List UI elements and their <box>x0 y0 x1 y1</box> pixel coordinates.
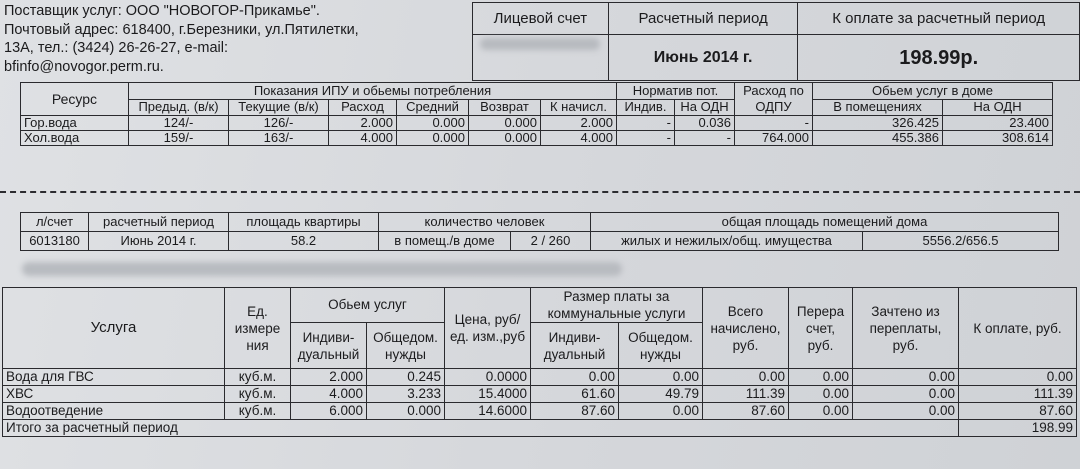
people-value: 2 / 260 <box>511 232 591 251</box>
cell: 0.00 <box>853 403 959 420</box>
recalc-header: Перера счет, руб. <box>789 288 853 369</box>
cell: 163/- <box>229 131 329 146</box>
unit-header: Ед. измере ния <box>225 288 291 369</box>
cell: куб.м. <box>225 403 291 420</box>
cell: 764.000 <box>735 131 813 146</box>
total-charged-header: Всего начислено, руб. <box>703 288 789 369</box>
cell: 0.000 <box>367 403 445 420</box>
acct-col-area: площадь квартиры <box>229 213 379 232</box>
cell: 0.00 <box>703 369 789 386</box>
cell: 0.00 <box>853 386 959 403</box>
cell: 124/- <box>129 116 229 131</box>
house-group-header: Обьем услуг в доме <box>813 83 1053 100</box>
service-name: ХВС <box>3 386 225 403</box>
cell: 0.00 <box>531 369 619 386</box>
col-usage: Расход <box>329 99 397 116</box>
cell: 0.245 <box>367 369 445 386</box>
cell: 2.000 <box>329 116 397 131</box>
cell: 87.60 <box>703 403 789 420</box>
services-table <box>2 287 1077 437</box>
supplier-line-2: Почтовый адрес: 618400, г.Березники, ул.Пятилетки, <box>4 21 359 38</box>
cell: 308.614 <box>943 131 1053 146</box>
pay-group-header: Размер платы за коммунальные услуги <box>531 288 703 323</box>
cell: 87.60 <box>959 403 1077 420</box>
row-resource: Гор.вода <box>21 116 129 131</box>
redaction-blur <box>480 38 600 50</box>
volume-group-header: Обьем услуг <box>291 288 445 323</box>
cell: 2.000 <box>541 116 617 131</box>
col-norm-odn: На ОДН <box>675 99 735 116</box>
cell: 4.000 <box>541 131 617 146</box>
account-label: Лицевой счет <box>473 3 609 35</box>
cell: 111.39 <box>703 386 789 403</box>
table-row <box>3 386 1077 403</box>
cell: - <box>617 116 675 131</box>
norm-group-header: Норматив пот. <box>617 83 735 100</box>
cell: 49.79 <box>619 386 703 403</box>
cell: 15.4000 <box>445 386 531 403</box>
cell: - <box>735 116 813 131</box>
col-prev: Предыд. (в/к) <box>129 99 229 116</box>
pay-label: К оплате за расчетный период <box>798 3 1080 35</box>
supplier-info <box>4 2 472 76</box>
service-name: Водоотведение <box>3 403 225 420</box>
readings-group-header: Показания ИПУ и обьемы потребления <box>129 83 617 100</box>
col-average: Средний <box>397 99 469 116</box>
cell: 0.000 <box>469 131 541 146</box>
account-table <box>20 212 1059 251</box>
cell: 126/- <box>229 116 329 131</box>
cell: 0.000 <box>397 131 469 146</box>
redaction-blur <box>22 262 622 276</box>
account-period: Июнь 2014 г. <box>89 232 229 251</box>
cell: 159/- <box>129 131 229 146</box>
cell: 0.00 <box>619 403 703 420</box>
period-label: Расчетный период <box>608 3 798 35</box>
grand-total-value: 198.99 <box>959 420 1077 437</box>
cell: 6.000 <box>291 403 367 420</box>
pay-ind-header: Индиви- дуальный <box>531 323 619 369</box>
col-norm-ind: Индив. <box>617 99 675 116</box>
supplier-line-1: Поставщик услуг: ООО "НОВОГОР-Прикамье". <box>4 3 320 19</box>
grand-total-label: Итого за расчетный период <box>3 420 959 437</box>
cell: куб.м. <box>225 369 291 386</box>
service-header: Услуга <box>3 288 225 369</box>
vol-common-header: Общедом. нужды <box>367 323 445 369</box>
table-row <box>21 116 1053 131</box>
cell: 0.00 <box>959 369 1077 386</box>
acct-col-people: количество человек <box>379 213 591 232</box>
cell: 0.00 <box>619 369 703 386</box>
acct-col-account: л/счет <box>21 213 89 232</box>
col-to-charge: К начисл. <box>541 99 617 116</box>
cell: 87.60 <box>531 403 619 420</box>
cell: 0.000 <box>469 116 541 131</box>
col-return: Возврат <box>469 99 541 116</box>
resource-header: Ресурс <box>21 83 129 116</box>
cell: 23.400 <box>943 116 1053 131</box>
table-row <box>21 131 1053 146</box>
cell: 0.00 <box>789 386 853 403</box>
col-current: Текущие (в/к) <box>229 99 329 116</box>
pay-common-header: Общедом. нужды <box>619 323 703 369</box>
acct-col-house-area: общая площадь помещений дома <box>591 213 1059 232</box>
service-name: Вода для ГВС <box>3 369 225 386</box>
apartment-area: 58.2 <box>229 232 379 251</box>
house-area-label: жилых и нежилых/общ. имущества <box>591 232 863 251</box>
period-value: Июнь 2014 г. <box>608 35 798 81</box>
cell: 2.000 <box>291 369 367 386</box>
cell: 0.00 <box>789 403 853 420</box>
odpu-header: Расход по ОДПУ <box>735 83 813 116</box>
credit-header: Зачтено из переплаты, руб. <box>853 288 959 369</box>
vol-ind-header: Индиви- дуальный <box>291 323 367 369</box>
cell: 0.00 <box>853 369 959 386</box>
supplier-line-4: bfinfo@novogor.perm.ru. <box>4 58 164 75</box>
cell: 0.000 <box>397 116 469 131</box>
due-header: К оплате, руб. <box>959 288 1077 369</box>
cell: 326.425 <box>813 116 943 131</box>
cell: - <box>617 131 675 146</box>
cell: 14.6000 <box>445 403 531 420</box>
cell: 3.233 <box>367 386 445 403</box>
table-row <box>3 369 1077 386</box>
row-resource: Хол.вода <box>21 131 129 146</box>
cell: 111.39 <box>959 386 1077 403</box>
cell: 455.386 <box>813 131 943 146</box>
people-label: в помещ./в доме <box>379 232 511 251</box>
table-row <box>3 403 1077 420</box>
cell: 0.036 <box>675 116 735 131</box>
cell: 4.000 <box>329 131 397 146</box>
col-in-premises: В помещениях <box>813 99 943 116</box>
acct-col-period: расчетный период <box>89 213 229 232</box>
price-header: Цена, руб/ед. изм.,руб <box>445 288 531 369</box>
col-house-odn: На ОДН <box>943 99 1053 116</box>
account-number: 6013180 <box>21 232 89 251</box>
cell: - <box>675 131 735 146</box>
cell: 61.60 <box>531 386 619 403</box>
supplier-line-3: 13А, тел.: (3424) 26-26-27, e-mail: <box>4 40 229 56</box>
ipu-table <box>20 82 1053 146</box>
pay-value: 198.99р. <box>798 35 1080 81</box>
cell: 0.00 <box>789 369 853 386</box>
cell: 4.000 <box>291 386 367 403</box>
house-area-value: 5556.2/656.5 <box>863 232 1059 251</box>
cut-line <box>0 191 1080 193</box>
grand-total-row <box>3 420 1077 437</box>
cell: куб.м. <box>225 386 291 403</box>
cell: 0.0000 <box>445 369 531 386</box>
